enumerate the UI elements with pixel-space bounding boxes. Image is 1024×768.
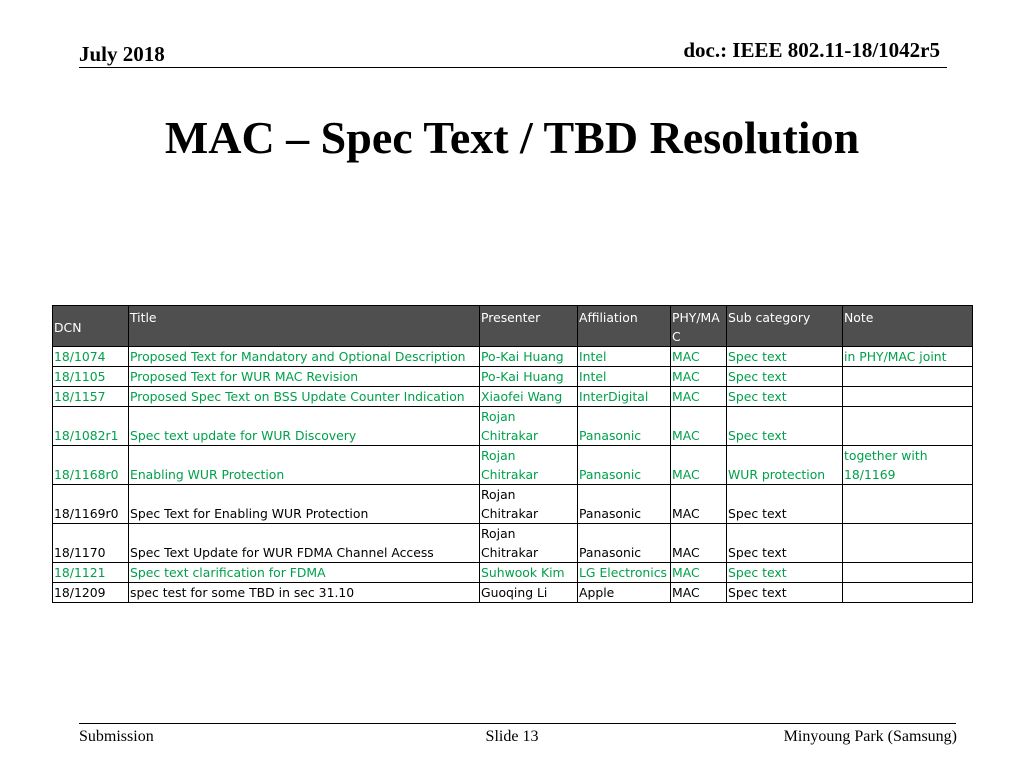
cell-note [843, 583, 973, 603]
cell-affiliation: Panasonic [578, 485, 671, 524]
cell-phy-mac: MAC [671, 524, 727, 563]
cell-presenter: Suhwook Kim [480, 563, 578, 583]
table-row [53, 583, 973, 603]
cell-title: Proposed Spec Text on BSS Update Counter Indication [129, 387, 480, 407]
cell-note [843, 485, 973, 524]
cell-phy-mac: MAC [671, 446, 727, 485]
cell-affiliation: Intel [578, 347, 671, 367]
cell-title: Spec text update for WUR Discovery [129, 407, 480, 446]
table-row [53, 347, 973, 367]
cell-phy-mac: MAC [671, 407, 727, 446]
cell-phy-mac: MAC [671, 583, 727, 603]
table-row [53, 446, 973, 485]
cell-affiliation: Panasonic [578, 446, 671, 485]
cell-phy-mac: MAC [671, 347, 727, 367]
cell-affiliation: LG Electronics [578, 563, 671, 583]
cell-sub-category: Spec text [727, 407, 843, 446]
cell-presenter: Po-Kai Huang [480, 347, 578, 367]
cell-presenter: Xiaofei Wang [480, 387, 578, 407]
cell-dcn: 18/1074 [53, 347, 129, 367]
cell-sub-category: Spec text [727, 583, 843, 603]
cell-sub-category: Spec text [727, 524, 843, 563]
table-row [53, 563, 973, 583]
cell-dcn: 18/1168r0 [53, 446, 129, 485]
cell-title: spec test for some TBD in sec 31.10 [129, 583, 480, 603]
footer-divider [79, 723, 956, 724]
footer-submission: Submission [79, 728, 154, 745]
cell-note [843, 387, 973, 407]
cell-title: Spec text clarification for FDMA [129, 563, 480, 583]
cell-note: in PHY/MAC joint [843, 347, 973, 367]
cell-affiliation: Panasonic [578, 407, 671, 446]
cell-title: Proposed Text for WUR MAC Revision [129, 367, 480, 387]
slide-title: MAC – Spec Text / TBD Resolution [164, 112, 860, 163]
cell-title: Enabling WUR Protection [129, 446, 480, 485]
column-header-sub-category: Sub category [727, 306, 843, 347]
cell-presenter: Guoqing Li [480, 583, 578, 603]
cell-affiliation: Apple [578, 583, 671, 603]
cell-presenter: Po-Kai Huang [480, 367, 578, 387]
table-header-row [53, 306, 973, 347]
cell-sub-category: WUR protection [727, 446, 843, 485]
table-row [53, 407, 973, 446]
cell-title: Spec Text for Enabling WUR Protection [129, 485, 480, 524]
cell-note: together with 18/1169 [843, 446, 973, 485]
cell-presenter: Rojan Chitrakar [480, 446, 578, 485]
table-row [53, 524, 973, 563]
cell-title: Spec Text Update for WUR FDMA Channel Access [129, 524, 480, 563]
column-header-title: Title [129, 306, 480, 347]
table-row [53, 367, 973, 387]
cell-phy-mac: MAC [671, 563, 727, 583]
cell-note [843, 407, 973, 446]
cell-presenter: Rojan Chitrakar [480, 407, 578, 446]
cell-affiliation: Panasonic [578, 524, 671, 563]
header-doc-id: doc.: IEEE 802.11-18/1042r5 [683, 38, 940, 62]
cell-dcn: 18/1121 [53, 563, 129, 583]
column-header-presenter: Presenter [480, 306, 578, 347]
cell-dcn: 18/1209 [53, 583, 129, 603]
cell-dcn: 18/1105 [53, 367, 129, 387]
cell-sub-category: Spec text [727, 367, 843, 387]
dcn-table [52, 305, 973, 603]
column-header-phy-mac: PHY/MAC [671, 306, 727, 347]
cell-dcn: 18/1082r1 [53, 407, 129, 446]
cell-note [843, 367, 973, 387]
cell-phy-mac: MAC [671, 387, 727, 407]
column-header-dcn: DCN [53, 306, 129, 347]
cell-phy-mac: MAC [671, 367, 727, 387]
footer-author: Minyoung Park (Samsung) [783, 728, 957, 745]
column-header-note: Note [843, 306, 973, 347]
header-divider [79, 67, 947, 68]
cell-presenter: Rojan Chitrakar [480, 485, 578, 524]
cell-title: Proposed Text for Mandatory and Optional Description [129, 347, 480, 367]
table-row [53, 387, 973, 407]
cell-note [843, 563, 973, 583]
cell-dcn: 18/1169r0 [53, 485, 129, 524]
cell-dcn: 18/1170 [53, 524, 129, 563]
cell-affiliation: Intel [578, 367, 671, 387]
cell-sub-category: Spec text [727, 563, 843, 583]
cell-dcn: 18/1157 [53, 387, 129, 407]
column-header-affiliation: Affiliation [578, 306, 671, 347]
table-row [53, 485, 973, 524]
cell-phy-mac: MAC [671, 485, 727, 524]
cell-affiliation: InterDigital [578, 387, 671, 407]
cell-sub-category: Spec text [727, 485, 843, 524]
footer-slide-number: Slide 13 [485, 728, 539, 745]
cell-sub-category: Spec text [727, 347, 843, 367]
cell-presenter: Rojan Chitrakar [480, 524, 578, 563]
header-date: July 2018 [79, 42, 165, 66]
cell-sub-category: Spec text [727, 387, 843, 407]
cell-note [843, 524, 973, 563]
